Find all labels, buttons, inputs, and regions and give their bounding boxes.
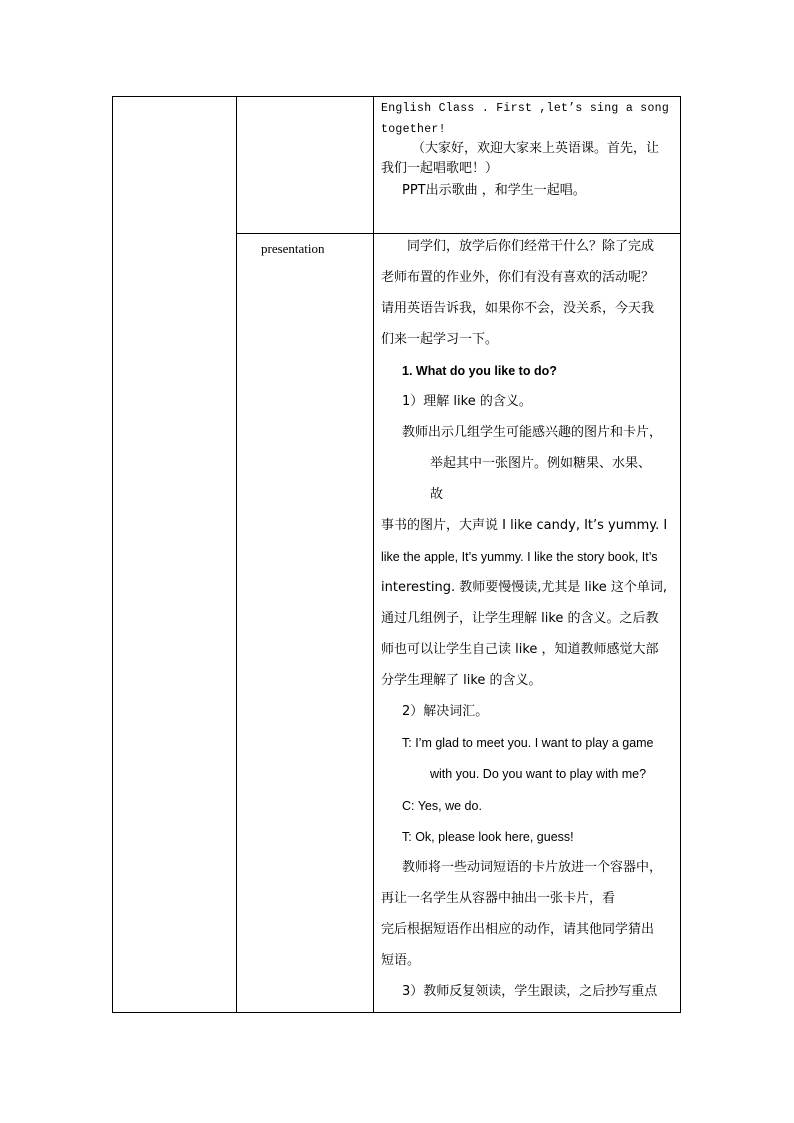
paragraph-2-line-2: like the apple, It’s yummy. I like the story book, It’s [381,550,658,564]
opening-cell [374,97,681,233]
paragraph-2-line-6: 分学生理解了 like 的含义。 [381,673,542,688]
stage-cell [237,233,373,263]
paragraph-3-line-3: 完后根据短语作出相应的动作，请其他同学猜出 [381,922,655,937]
section-heading: 1. What do you like to do? [402,364,557,378]
opening-line-1: English Class . First ,let’s sing a song [381,102,670,115]
intro-line-2: 老师布置的作业外，你们有没有喜欢的活动呢？ [381,270,655,285]
paragraph-1-line-1: 教师出示几组学生可能感兴趣的图片和卡片， [402,425,663,440]
dialogue-line-3: C: Yes, we do. [402,799,482,813]
paragraph-2-line-3: interesting. 教师要慢慢读,尤其是 like 这个单词, [381,580,668,595]
paragraph-1-line-3: 故 [430,487,444,502]
step-1: 1）理解 like 的含义。 [402,394,532,409]
step-3: 3）教师反复领读，学生跟读，之后抄写重点 [402,984,658,999]
paragraph-3-line-4: 短语。 [381,953,421,968]
intro-line-3: 请用英语告诉我，如果你不会，没关系，今天我 [381,301,655,316]
stage-label: presentation [261,241,325,256]
dialogue-line-1: T: I’m glad to meet you. I want to play a game [402,736,654,750]
intro-line-4: 们来一起学习一下。 [381,332,499,347]
lesson-plan-table [112,96,681,1013]
paragraph-2-line-4: 通过几组例子，让学生理解 like 的含义。之后教 [381,611,659,626]
opening-line-5: PPT出示歌曲 ，和学生一起唱。 [402,183,586,198]
opening-line-3: （大家好，欢迎大家来上英语课。首先，让 [412,141,660,156]
intro-line-1: 同学们，放学后你们经常干什么？除了完成 [407,239,655,254]
presentation-cell [374,234,681,1012]
paragraph-2-line-1: 事书的图片，大声说 I like candy, It’s yummy. I [381,518,668,533]
paragraph-2-line-5: 师也可以让学生自己读 like ，知道教师感觉大部 [381,642,659,657]
opening-line-4: 我们一起唱歌吧！） [381,161,499,176]
step-2: 2）解决词汇。 [402,704,489,719]
opening-line-2: together! [381,123,446,136]
paragraph-3-line-1: 教师将一些动词短语的卡片放进一个容器中， [402,860,663,875]
dialogue-line-4: T: Ok, please look here, guess! [402,830,574,844]
paragraph-1-line-2: 举起其中一张图片。例如糖果、水果、 [430,456,652,471]
dialogue-line-2: with you. Do you want to play with me? [430,767,647,781]
paragraph-3-line-2: 再让一名学生从容器中抽出一张卡片，看 [381,891,616,906]
